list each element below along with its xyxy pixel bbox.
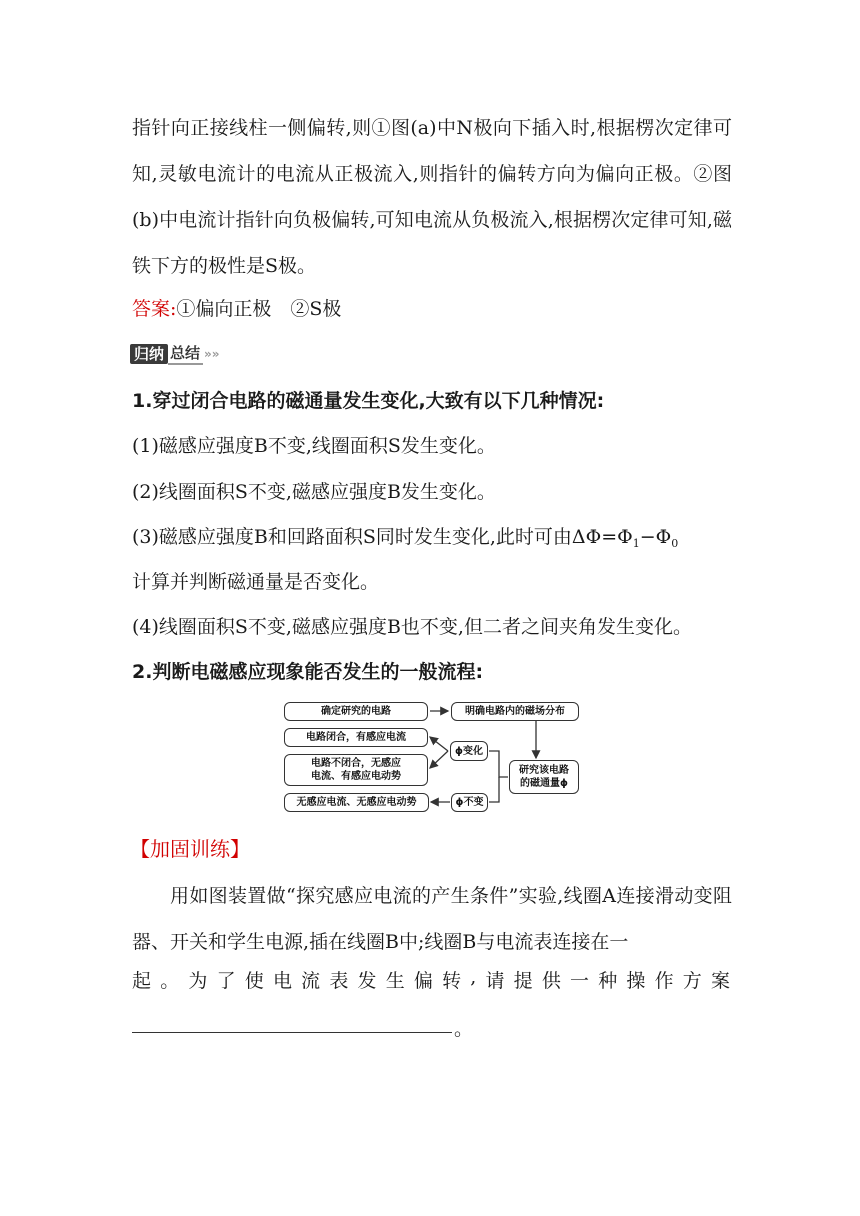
answer-text: ①偏向正极 ②S极 <box>176 298 342 320</box>
box-phi-change: ϕ变化 <box>450 741 488 761</box>
t-char: 操 <box>626 970 646 992</box>
double-arrow-icon: »» <box>204 347 220 361</box>
formula-sub-0: 0 <box>671 537 679 550</box>
summary-tag <box>130 343 220 365</box>
box-study-flux <box>509 760 579 794</box>
open-line2: 电流、有感应电动势 <box>311 771 401 782</box>
answer-label: 答案: <box>132 298 177 320</box>
box-closed-has-current: 电路闭合，有感应电流 <box>284 728 428 747</box>
box-no-current-no-emf: 无感应电流、无感应电动势 <box>284 793 429 812</box>
arrow-change-to-closed <box>430 737 448 751</box>
t-char: 方 <box>682 970 702 992</box>
answer-blank <box>132 1032 452 1033</box>
study-flux-line1: 研究该电路 <box>519 765 569 776</box>
box-determine-circuit: 确定研究的电路 <box>284 702 428 721</box>
t-char: 偏 <box>413 970 433 992</box>
t-char: 为 <box>188 970 208 992</box>
t-char: 案 <box>710 970 730 992</box>
t-char: , <box>470 966 477 988</box>
t-char: 请 <box>485 970 505 992</box>
point1-title: 1.穿过闭合电路的磁通量发生变化,大致有以下几种情况: <box>132 390 605 412</box>
point1-item-3-text: (3)磁感应强度B和回路面积S同时发生变化,此时可由ΔΦ=Φ <box>132 526 633 548</box>
t-char: 起 <box>132 970 152 992</box>
formula-sub-1: 1 <box>632 537 640 550</box>
point1-item-1: (1)磁感应强度B不变,线圈面积S发生变化。 <box>132 435 496 457</box>
study-flux-line2: 的磁通量ϕ <box>520 778 568 789</box>
connector-flux-to-change <box>489 751 508 777</box>
t-char: 电 <box>272 970 292 992</box>
solution-paragraph: 指针向正接线柱一侧偏转,则①图(a)中N极向下插入时,根据楞次定律可知,灵敏电流计的电流从正极流入,则指针的偏转方向为偏向正极。②图(b)中电流计指针向负极偏转,可知电流从负极流入,根据楞次定律可知,磁铁下方的极性是S极。 <box>132 117 732 277</box>
t-char: 生 <box>385 970 405 992</box>
point1-item-4: (4)线圈面积S不变,磁感应强度B也不变,但二者之间夹角发生变化。 <box>132 616 692 638</box>
summary-tag-part2: 总结 <box>168 343 203 365</box>
t-char: 提 <box>513 970 533 992</box>
answer-line <box>132 294 341 321</box>
training-line3 <box>132 966 730 993</box>
t-char: 。 <box>160 970 180 992</box>
summary-tag-part1: 归纳 <box>130 344 168 364</box>
formula-mid: −Φ <box>639 526 672 548</box>
t-char: 使 <box>244 970 264 992</box>
training-paragraph: 用如图装置做“探究感应电流的产生条件”实验,线圈A连接滑动变阻器、开关和学生电源,插在线圈B中;线圈B与电流表连接在一 <box>132 885 732 953</box>
point1-item-2: (2)线圈面积S不变,磁感应强度B发生变化。 <box>132 481 496 503</box>
t-char: 流 <box>301 970 321 992</box>
t-char: 转 <box>442 970 462 992</box>
connector-flux-to-nochange <box>489 777 499 802</box>
t-char: 种 <box>598 970 618 992</box>
t-char: 了 <box>216 970 236 992</box>
t-char: 作 <box>654 970 674 992</box>
point2-title: 2.判断电磁感应现象能否发生的一般流程: <box>132 661 484 683</box>
training-heading: 【加固训练】 <box>130 837 250 861</box>
t-char: 表 <box>329 970 349 992</box>
box-phi-no-change: ϕ不变 <box>451 793 488 812</box>
box-open-circuit <box>284 754 428 786</box>
point1-item-3 <box>132 522 678 550</box>
box-clarify-field: 明确电路内的磁场分布 <box>451 702 579 721</box>
t-char: 供 <box>541 970 561 992</box>
flowchart <box>280 696 586 820</box>
arrow-change-to-open <box>430 751 448 768</box>
t-char: 发 <box>357 970 377 992</box>
blank-end-punct: 。 <box>454 1018 474 1040</box>
t-char: 一 <box>570 970 590 992</box>
point1-item-3-cont: 计算并判断磁通量是否变化。 <box>132 571 380 593</box>
open-line1: 电路不闭合，无感应 <box>311 758 401 769</box>
